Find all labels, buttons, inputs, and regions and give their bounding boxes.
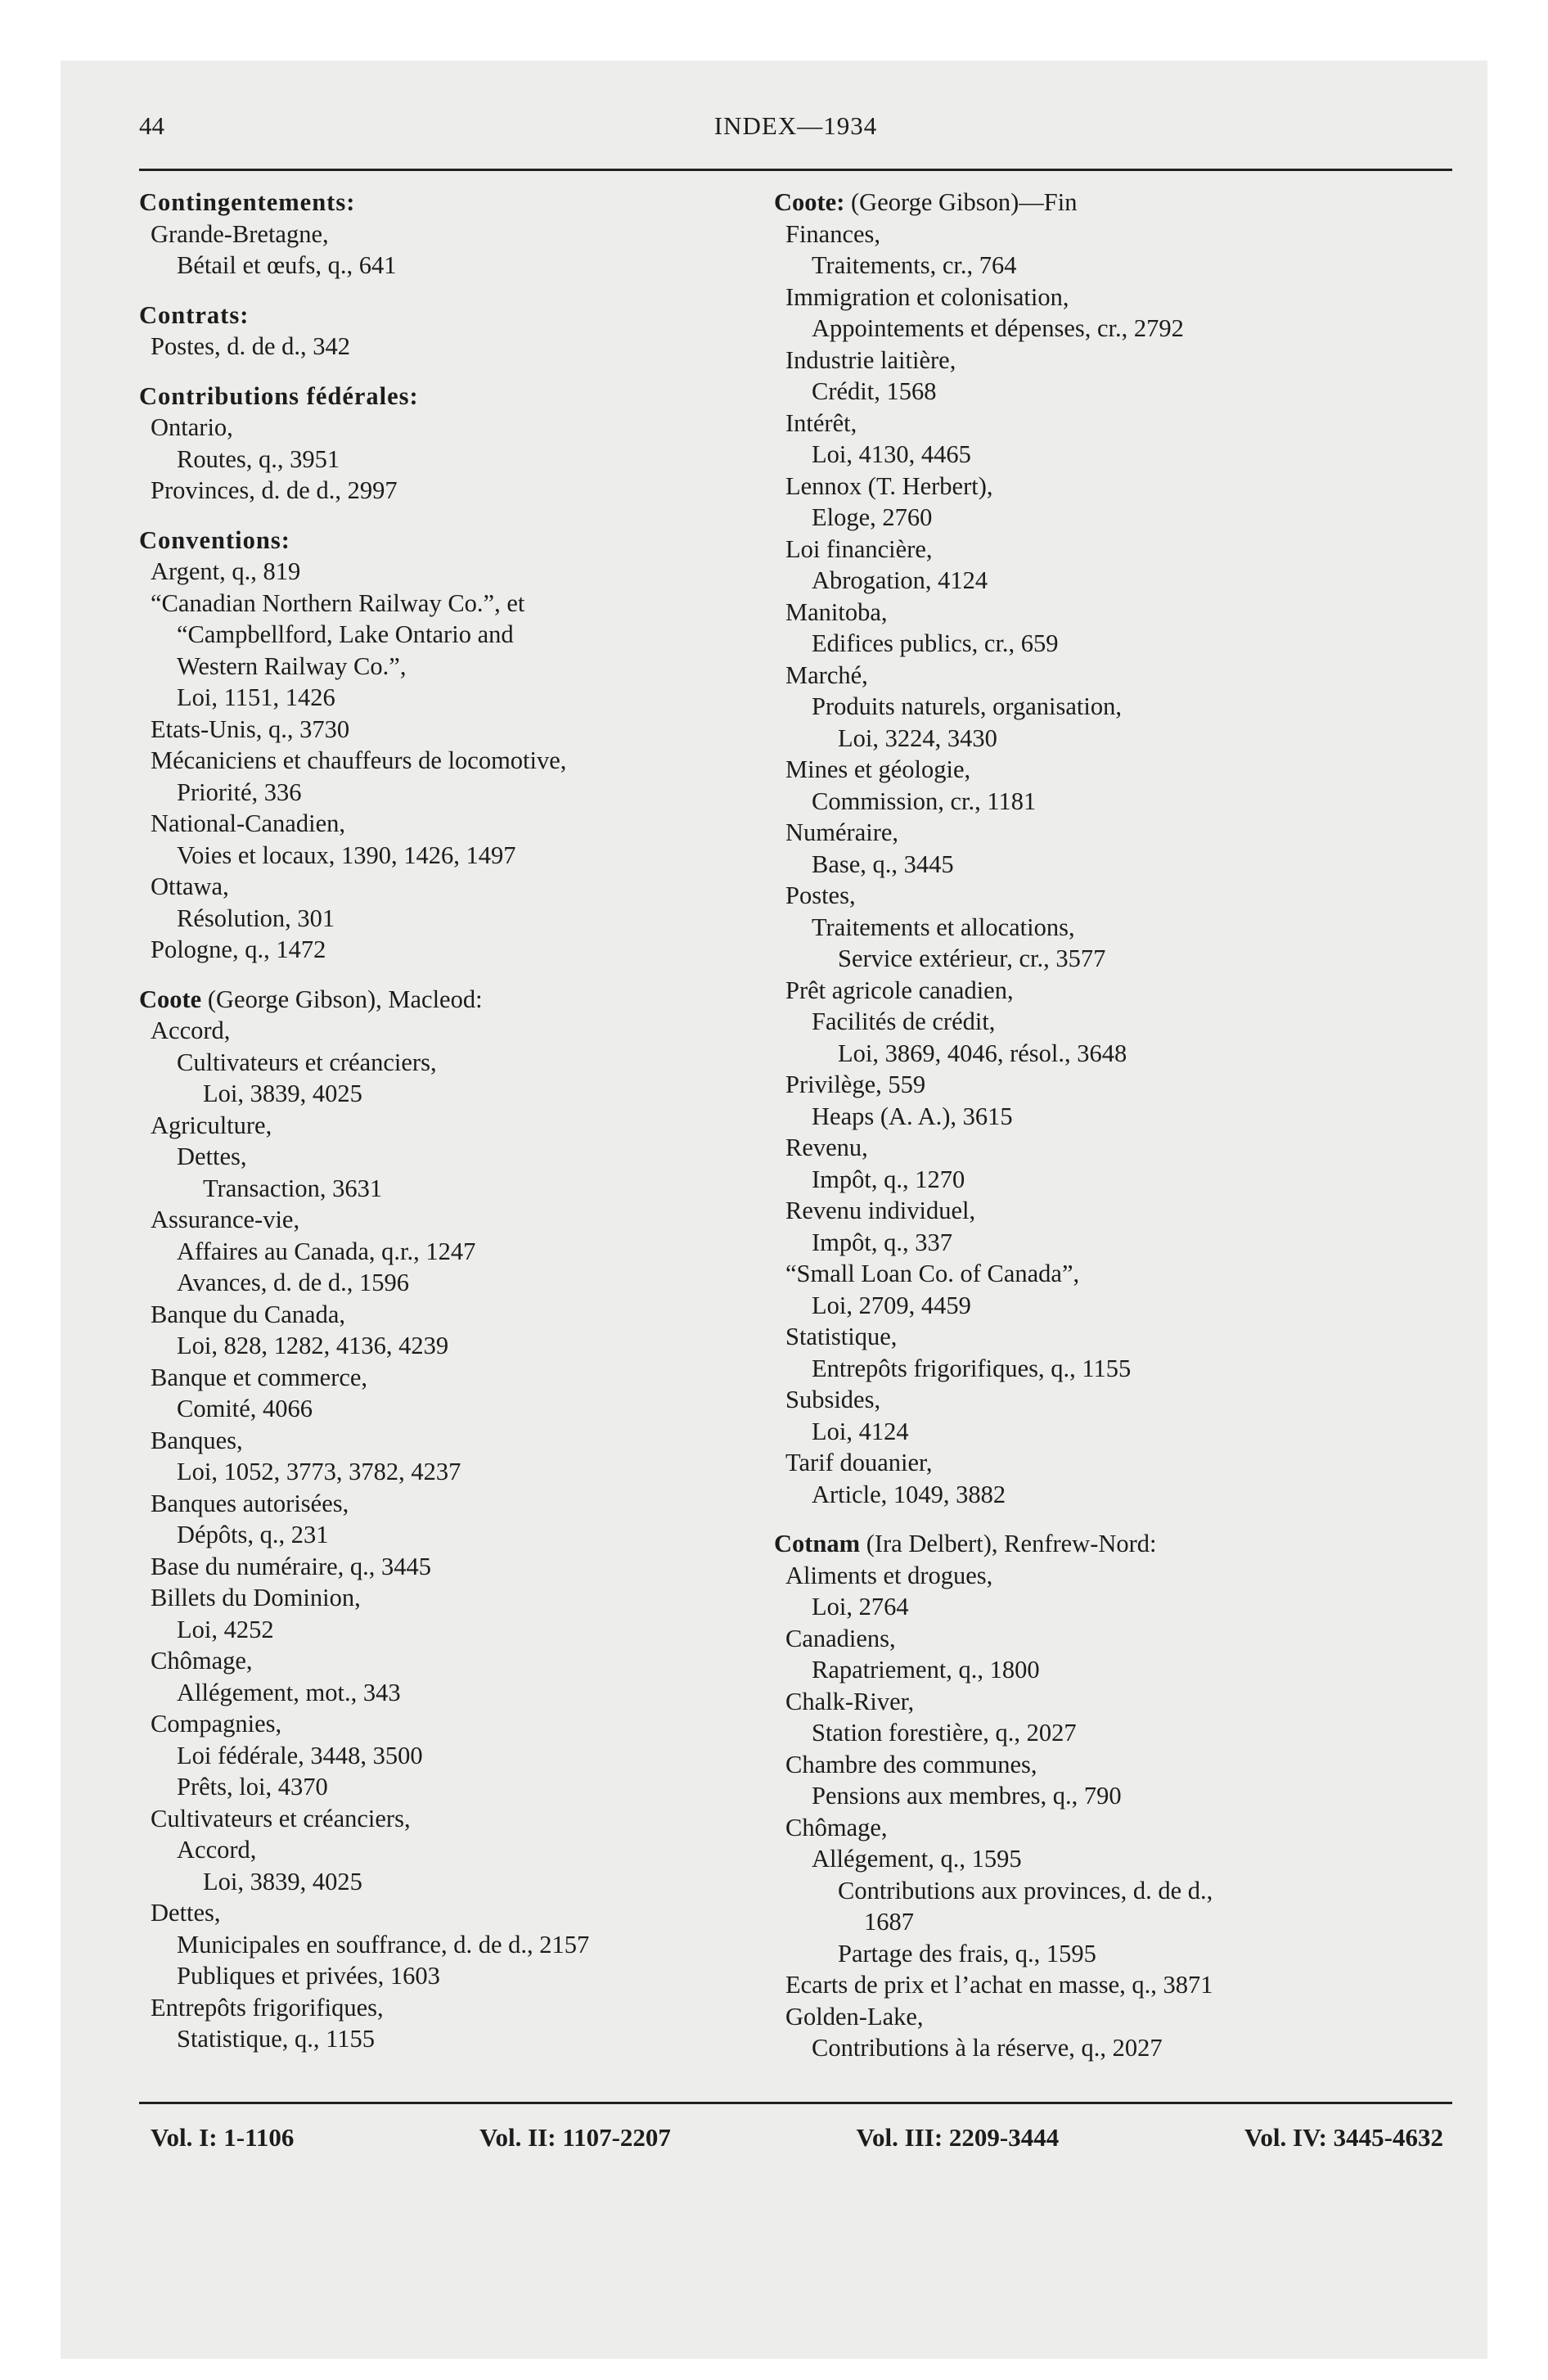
volume-footer <box>151 2123 1443 2152</box>
index-entry: Statistique, q., 1155 <box>177 2025 376 2053</box>
index-entry: Manitoba, <box>785 597 888 626</box>
member-surname: Coote: <box>774 188 845 216</box>
entry-gap <box>139 363 826 381</box>
index-entry: Revenu individuel, <box>785 1197 976 1224</box>
member-surname: Cotnam <box>774 1530 861 1557</box>
index-entry: Heaps (A. A.), 3615 <box>812 1102 1013 1130</box>
index-entry: Appointements et dépenses, cr., 2792 <box>812 314 1184 342</box>
index-entry: Entrepôts frigorifiques, <box>151 1993 384 2022</box>
index-heading: Conventions: <box>139 525 290 554</box>
index-entry: Industrie laitière, <box>785 345 956 374</box>
index-entry: Privilège, 559 <box>785 1071 926 1098</box>
index-entry: Edifices publics, cr., 659 <box>812 629 1059 657</box>
index-entry: Base, q., 3445 <box>812 850 954 878</box>
index-entry: Comité, 4066 <box>177 1395 313 1422</box>
index-entry: Etats-Unis, q., 3730 <box>151 714 350 743</box>
index-entry: Loi, 4124 <box>812 1417 909 1445</box>
index-entry: Prêt agricole canadien, <box>785 976 1014 1004</box>
index-entry: Agriculture, <box>151 1111 272 1139</box>
index-entry: “Small Loan Co. of Canada”, <box>785 1260 1080 1287</box>
index-entry: Rapatriement, q., 1800 <box>812 1656 1040 1684</box>
index-entry: Commission, cr., 1181 <box>812 787 1037 815</box>
index-entry: Numéraire, <box>785 818 899 846</box>
index-entry: Avances, d. de d., 1596 <box>177 1269 410 1296</box>
index-entry: Mécaniciens et chauffeurs de locomotive, <box>151 746 567 774</box>
index-entry: Banques autorisées, <box>151 1489 349 1517</box>
index-entry: Loi, 2764 <box>812 1593 909 1620</box>
index-entry: Contributions aux provinces, d. de d., <box>838 1876 1213 1904</box>
index-entry: Pensions aux membres, q., 790 <box>812 1782 1122 1810</box>
index-entry: “Canadian Northern Railway Co.”, et <box>151 588 525 617</box>
index-entry: Chômage, <box>151 1647 253 1675</box>
entry-gap <box>139 507 826 525</box>
index-entry: Marché, <box>785 660 868 689</box>
index-entry: Impôt, q., 337 <box>812 1228 952 1256</box>
index-entry: Publiques et privées, 1603 <box>177 1962 440 1990</box>
index-entry: Western Railway Co.”, <box>177 651 407 680</box>
member-heading <box>774 1528 1453 1560</box>
member-details: (George Gibson)—Fin <box>844 188 1078 216</box>
member-heading <box>139 984 826 1016</box>
index-entry: Priorité, 336 <box>177 778 302 806</box>
index-heading: Contrats: <box>139 300 250 329</box>
index-entry: Argent, q., 819 <box>151 557 301 585</box>
page-header <box>139 111 1452 160</box>
member-details: (George Gibson), Macleod: <box>201 985 483 1013</box>
index-entry: Immigration et colonisation, <box>785 282 1069 311</box>
index-entry: Abrogation, 4124 <box>812 566 988 594</box>
index-entry: Statistique, <box>785 1323 898 1350</box>
index-entry: Loi, 3839, 4025 <box>203 1867 362 1895</box>
index-entry: Affaires au Canada, q.r., 1247 <box>177 1237 476 1265</box>
page-number: 44 <box>139 111 164 140</box>
index-entry: National-Canadien, <box>151 809 345 837</box>
index-entry: Base du numéraire, q., 3445 <box>151 1552 432 1580</box>
index-entry: “Campbellford, Lake Ontario and <box>177 620 514 648</box>
index-entry: Postes, <box>785 881 856 909</box>
index-entry: Canadiens, <box>785 1624 896 1652</box>
index-entry: Postes, d. de d., 342 <box>151 332 350 360</box>
index-entry: Loi, 1151, 1426 <box>177 683 335 711</box>
index-entry: Chambre des communes, <box>785 1750 1037 1778</box>
index-entry: Impôt, q., 1270 <box>812 1165 965 1193</box>
index-entry: Eloge, 2760 <box>812 503 933 531</box>
index-entry: Traitements et allocations, <box>812 913 1075 941</box>
index-entry: Loi financière, <box>785 534 933 563</box>
index-entry: Loi, 828, 1282, 4136, 4239 <box>177 1332 449 1359</box>
index-entry: Loi fédérale, 3448, 3500 <box>177 1741 423 1769</box>
index-entry: Pologne, q., 1472 <box>151 935 326 963</box>
index-entry: Ontario, <box>151 413 233 441</box>
index-page <box>61 61 1487 2359</box>
header-rule <box>139 169 1452 171</box>
index-entry: Provinces, d. de d., 2997 <box>151 476 398 504</box>
index-entry: Aliments et drogues, <box>785 1561 993 1589</box>
index-entry: Billets du Dominion, <box>151 1584 361 1611</box>
index-entry: Banque du Canada, <box>151 1300 345 1328</box>
volume-1-range: Vol. I: 1-1106 <box>151 2123 295 2152</box>
index-entry: Routes, q., 3951 <box>177 444 340 473</box>
right-column <box>774 187 1453 2064</box>
index-entry: Ottawa, <box>151 872 229 900</box>
running-title: INDEX—1934 <box>713 111 878 140</box>
index-entry: Facilités de crédit, <box>812 1007 996 1035</box>
index-entry: Lennox (T. Herbert), <box>785 471 993 500</box>
index-entry: Prêts, loi, 4370 <box>177 1773 328 1801</box>
index-entry: Allégement, q., 1595 <box>812 1845 1022 1873</box>
index-entry: Loi, 4130, 4465 <box>812 440 971 468</box>
index-entry: Golden-Lake, <box>785 2002 924 2031</box>
index-entry: Revenu, <box>785 1134 868 1161</box>
index-entry: Loi, 4252 <box>177 1615 274 1643</box>
index-entry: Accord, <box>177 1836 257 1864</box>
entry-gap <box>774 1510 1453 1528</box>
index-heading: Contributions fédérales: <box>139 381 419 410</box>
volume-2-range: Vol. II: 1107-2207 <box>479 2123 671 2152</box>
index-entry: Accord, <box>151 1016 231 1044</box>
index-entry: Article, 1049, 3882 <box>812 1480 1006 1508</box>
index-entry: Bétail et œufs, q., 641 <box>177 251 397 279</box>
index-entry: Intérêt, <box>785 408 857 437</box>
index-entry: Grande-Bretagne, <box>151 219 329 248</box>
index-entry: Mines et géologie, <box>785 755 971 783</box>
index-entry: Tarif douanier, <box>785 1449 933 1476</box>
index-entry: Finances, <box>785 219 881 248</box>
index-entry: Loi, 2709, 4459 <box>812 1291 971 1319</box>
index-entry: Voies et locaux, 1390, 1426, 1497 <box>177 841 516 869</box>
index-entry: Contributions à la réserve, q., 2027 <box>812 2034 1163 2062</box>
index-entry: Dettes, <box>151 1899 221 1927</box>
index-entry: Dettes, <box>177 1143 247 1170</box>
index-entry: Cultivateurs et créanciers, <box>177 1048 437 1076</box>
member-heading <box>774 187 1453 219</box>
left-column <box>139 187 826 2055</box>
index-entry: Assurance-vie, <box>151 1206 300 1233</box>
index-entry: Dépôts, q., 231 <box>177 1521 329 1548</box>
index-entry: Produits naturels, organisation, <box>812 692 1122 720</box>
index-entry: Chalk-River, <box>785 1687 915 1715</box>
index-entry: Banques, <box>151 1426 243 1454</box>
index-entry: Station forestière, q., 2027 <box>812 1719 1077 1747</box>
index-entry: Transaction, 3631 <box>203 1174 383 1202</box>
index-entry: Cultivateurs et créanciers, <box>151 1804 411 1832</box>
index-entry: Loi, 3839, 4025 <box>203 1080 362 1107</box>
index-entry: 1687 <box>864 1908 914 1936</box>
member-surname: Coote <box>139 985 202 1013</box>
entry-gap <box>139 966 826 984</box>
index-entry: Loi, 3224, 3430 <box>838 723 997 752</box>
index-entry: Loi, 3869, 4046, résol., 3648 <box>838 1039 1127 1067</box>
entry-gap <box>139 282 826 300</box>
index-entry: Allégement, mot., 343 <box>177 1678 401 1706</box>
volume-3-range: Vol. III: 2209-3444 <box>856 2123 1060 2152</box>
footer-rule <box>139 2102 1452 2104</box>
index-entry: Compagnies, <box>151 1710 282 1738</box>
index-entry: Subsides, <box>785 1386 881 1413</box>
index-entry: Loi, 1052, 3773, 3782, 4237 <box>177 1458 461 1485</box>
volume-4-range: Vol. IV: 3445-4632 <box>1244 2123 1443 2152</box>
index-entry: Partage des frais, q., 1595 <box>838 1939 1096 1968</box>
index-entry: Traitements, cr., 764 <box>812 251 1017 279</box>
index-entry: Banque et commerce, <box>151 1363 368 1391</box>
index-entry: Municipales en souffrance, d. de d., 2157 <box>177 1930 590 1959</box>
index-entry: Chômage, <box>785 1813 888 1841</box>
index-entry: Résolution, 301 <box>177 904 335 932</box>
index-entry: Entrepôts frigorifiques, q., 1155 <box>812 1354 1132 1382</box>
index-entry: Crédit, 1568 <box>812 377 937 405</box>
index-entry: Ecarts de prix et l’achat en masse, q., 3871 <box>785 1971 1213 1999</box>
member-details: (Ira Delbert), Renfrew-Nord: <box>860 1530 1157 1557</box>
index-heading: Contingentements: <box>139 188 356 216</box>
index-entry: Service extérieur, cr., 3577 <box>838 944 1106 972</box>
